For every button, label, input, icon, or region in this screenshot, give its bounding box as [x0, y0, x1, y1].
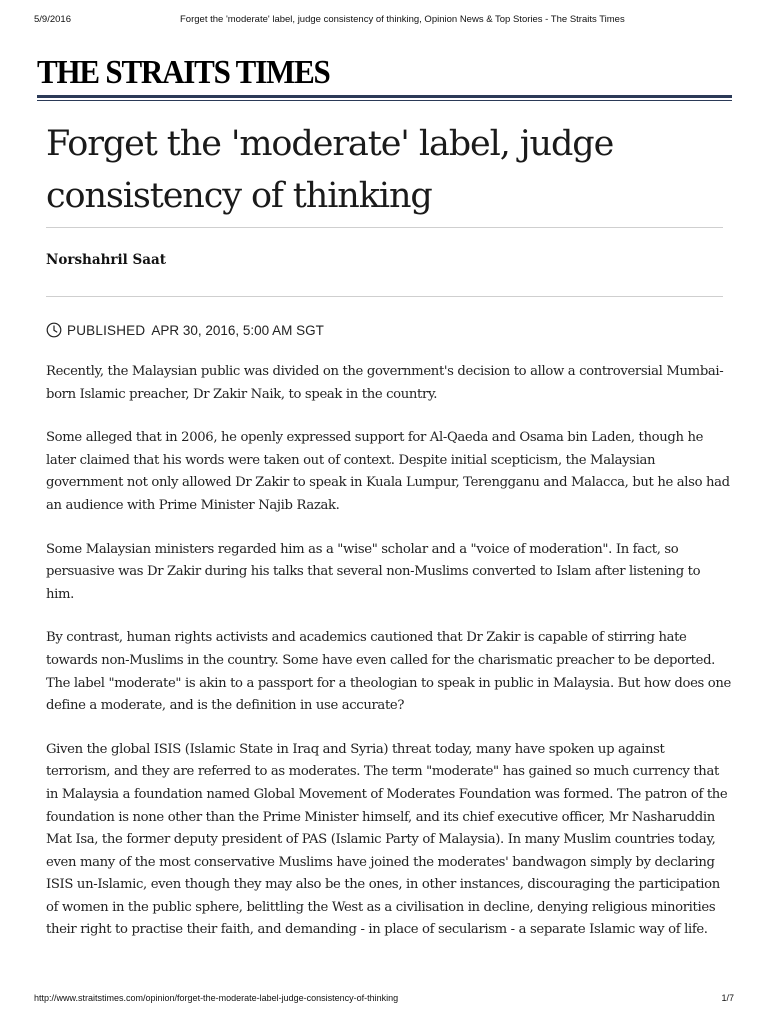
page-number: 1/7	[721, 993, 734, 1003]
author-byline[interactable]: Norshahril Saat	[46, 252, 166, 268]
article-paragraph: By contrast, human rights activists and academics cautioned that Dr Zakir is capable of stirring hate towards non-Muslims in the country. Some have even called for the charismatic preacher to be deported. The label "moderate" is akin to a passport for a theologian to speak in public in Malaysia. But how does one define a moderate, and is the definition in use accurate?	[46, 630, 731, 714]
article-paragraph: Some alleged that in 2006, he openly expressed support for Al-Qaeda and Osama bin Laden, though he later claimed that his words were taken out of context. Despite initial scepticism, the Malaysian government not only allowed Dr Zakir to speak in Kuala Lumpur, Terengganu and Malacca, but he also had an audience with Prime Minister Najib Razak.	[46, 430, 730, 513]
article-body	[46, 361, 731, 963]
print-date: 5/9/2016	[34, 14, 71, 25]
published-date: APR 30, 2016, 5:00 AM SGT	[151, 322, 324, 338]
article-paragraph: Recently, the Malaysian public was divided on the government's decision to allow a controversial Mumbai-born Islamic preacher, Dr Zakir Naik, to speak in the country.	[46, 364, 724, 402]
divider	[46, 296, 723, 297]
masthead-rule-thin	[37, 100, 732, 101]
print-footer	[34, 993, 734, 1007]
clock-icon	[46, 322, 62, 338]
print-page-title: Forget the 'moderate' label, judge consistency of thinking, Opinion News & Top Stories - The Straits Times	[180, 14, 625, 25]
print-url: http://www.straitstimes.com/opinion/forget-the-moderate-label-judge-consistency-of-thinking	[34, 993, 399, 1003]
article-headline: Forget the 'moderate' label, judge consistency of thinking	[46, 124, 614, 216]
published-info	[46, 321, 324, 339]
masthead-rule	[37, 95, 732, 98]
divider	[46, 227, 723, 228]
article-paragraph: Given the global ISIS (Islamic State in Iraq and Syria) threat today, many have spoken up against terrorism, and they are referred to as moderates. The term "moderate" has gained so much currency that in Malaysia a foundation named Global Movement of Moderates Foundation was formed. The patron of the foundation is none other than the Prime Minister himself, and its chief executive officer, Mr Nasharuddin Mat Isa, the former deputy president of PAS (Islamic Party of Malaysia). In many Muslim countries today, even many of the most conservative Muslims have joined the moderates' bandwagon simply by declaring ISIS un-Islamic, even though they may also be the ones, in other instances, discouraging the participation of women in the public sphere, belittling the West as a civilisation in decline, denying religious minorities their right to practise their faith, and demanding - in place of secularism - a separate Islamic way of life.	[46, 741, 728, 938]
print-header	[34, 14, 734, 30]
brand-logo[interactable]: THE STRAITS TIMES	[37, 52, 330, 91]
article-paragraph: Some Malaysian ministers regarded him as a "wise" scholar and a "voice of moderation". In fact, so persuasive was Dr Zakir during his talks that several non-Muslims converted to Islam after listening to him.	[46, 541, 701, 602]
published-label: PUBLISHED	[67, 322, 146, 338]
masthead	[37, 54, 732, 101]
